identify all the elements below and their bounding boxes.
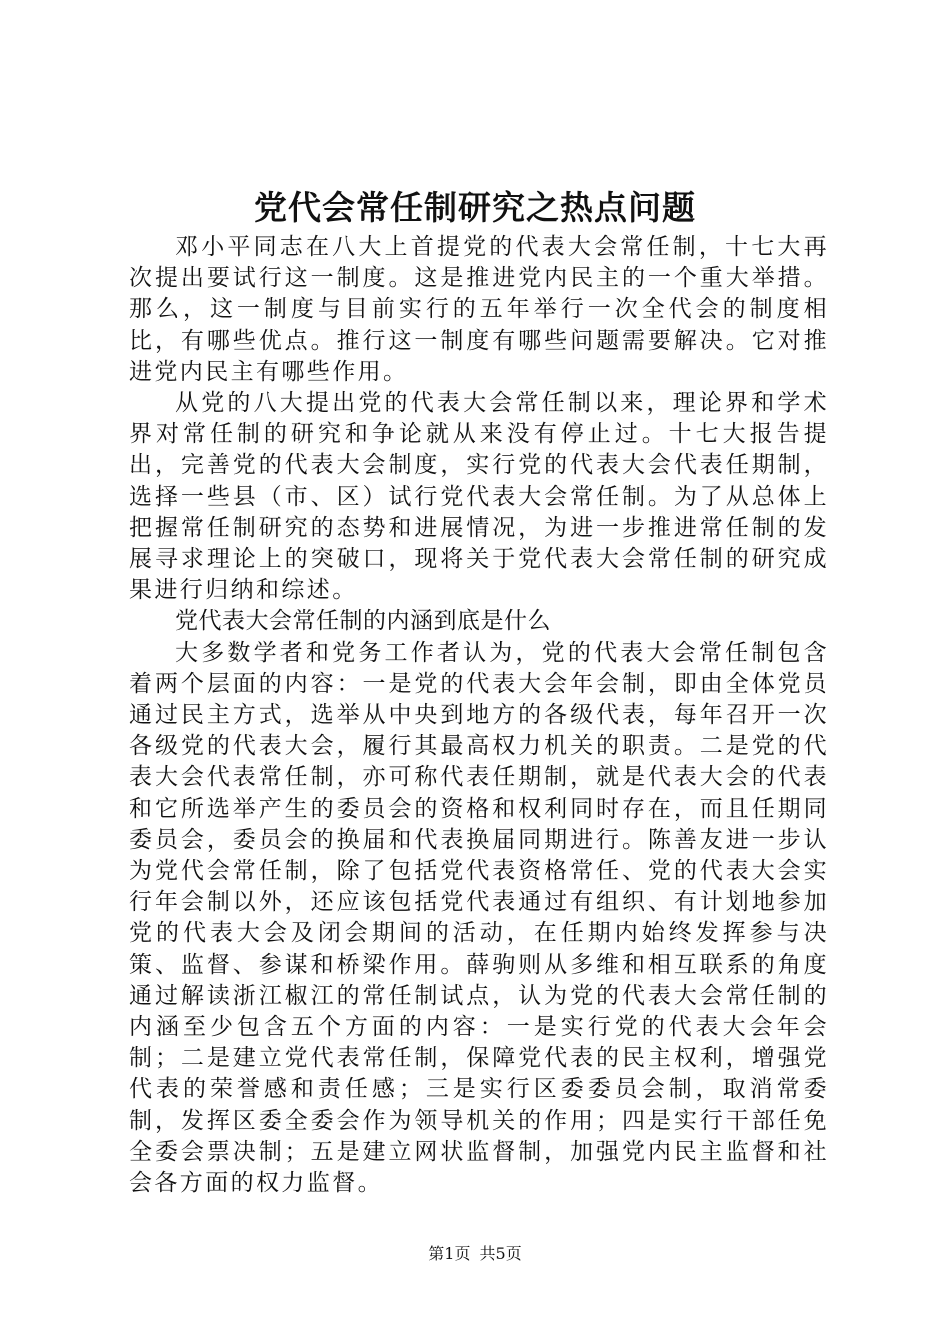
section-heading: 党代表大会常任制的内涵到底是什么: [175, 608, 551, 635]
page-footer: [0, 1243, 950, 1265]
paragraph-intro: 邓小平同志在八大上首提党的代表大会常任制，十七大再次提出要试行这一制度。这是推进党内民主的一个重大举措。那么，这一制度与目前实行的五年举行一次全代会的制度相比，有哪些优点。推行这一制度有哪些问题需要解决。它对推进党内民主有哪些作用。: [129, 234, 829, 385]
document-title: 党代会常任制研究之热点问题: [254, 188, 696, 227]
page-total: 共5页: [479, 1244, 522, 1263]
page-number: 第1页: [428, 1244, 471, 1263]
paragraph-background: 从党的八大提出党的代表大会常任制以来，理论界和学术界对常任制的研究和争论就从来没有停止过。十七大报告提出，完善党的代表大会制度，实行党的代表大会代表任期制，选择一些县（市、区）试行党代表大会常任制。为了从总体上把握常任制研究的态势和进展情况，为进一步推进常任制的发展寻求理论上的突破口，现将关于党代表大会常任制的研究成果进行归纳和综述。: [129, 390, 829, 604]
paragraph-connotation: 大多数学者和党务工作者认为，党的代表大会常任制包含着两个层面的内容：一是党的代表大会年会制，即由全体党员通过民主方式，选举从中央到地方的各级代表，每年召开一次各级党的代表大会，履行其最高权力机关的职责。二是党的代表大会代表常任制，亦可称代表任期制，就是代表大会的代表和它所选举产生的委员会的资格和权利同时存在，而且任期同委员会，委员会的换届和代表换届同期进行。陈善友进一步认为党代会常任制，除了包括党代表资格常任、党的代表大会实行年会制以外，还应该包括党代表通过有组织、有计划地参加党的代表大会及闭会期间的活动，在任期内始终发挥参与决策、监督、参谋和桥梁作用。薛驹则从多维和相互联系的角度通过解读浙江椒江的常任制试点，认为党的代表大会常任制的内涵至少包含五个方面的内容：一是实行党的代表大会年会制；二是建立党代表常任制，保障党代表的民主权利，增强党代表的荣誉感和责任感；三是实行区委委员会制，取消常委制，发挥区委全委会作为领导机关的作用；四是实行干部任免全委会票决制；五是建立网状监督制，加强党内民主监督和社会各方面的权力监督。: [129, 639, 829, 1197]
document-body: [129, 232, 829, 1199]
